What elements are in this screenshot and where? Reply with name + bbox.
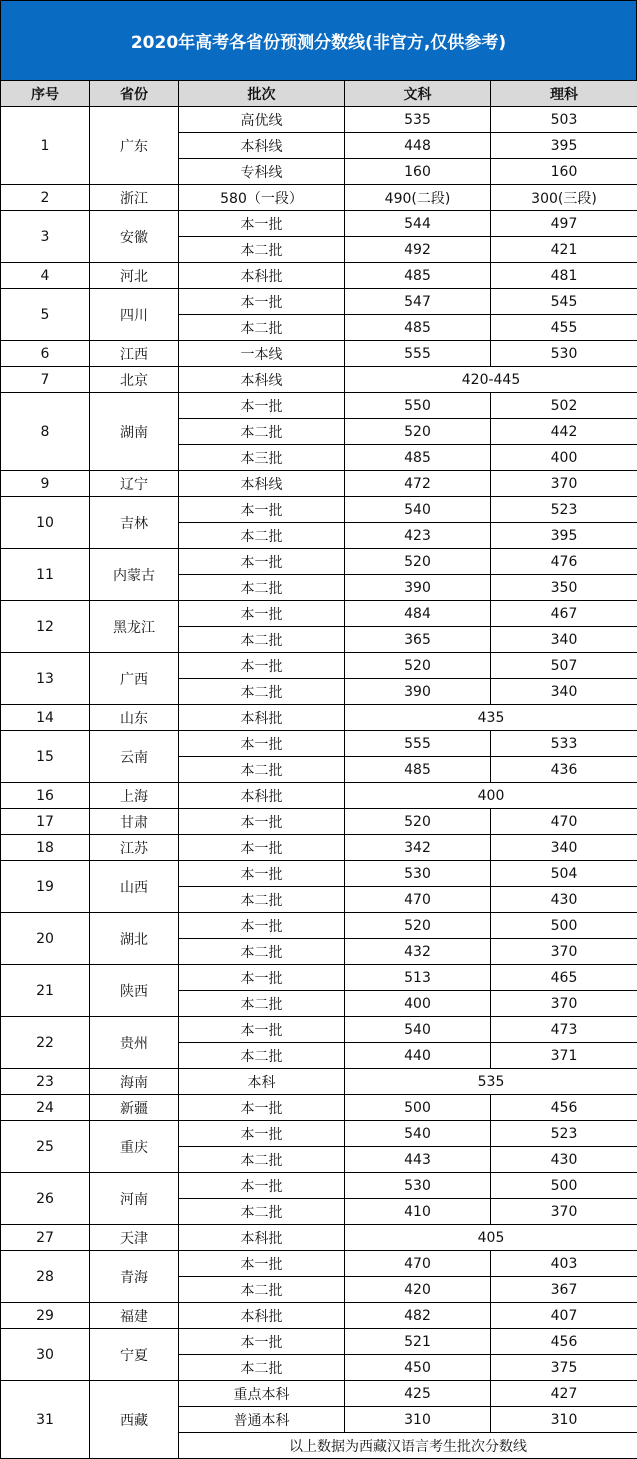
batch-cell: 本二批	[179, 757, 345, 783]
science-score-cell: 470	[491, 809, 637, 835]
batch-cell: 本一批	[179, 809, 345, 835]
merged-score-cell: 420-445	[345, 367, 637, 393]
liberal-arts-score-cell: 547	[345, 289, 491, 315]
liberal-arts-score-cell: 432	[345, 939, 491, 965]
province-cell: 福建	[90, 1303, 179, 1329]
batch-cell: 本一批	[179, 653, 345, 679]
row-index-cell: 19	[1, 861, 90, 913]
table-row	[1, 211, 637, 237]
batch-cell: 本科线	[179, 471, 345, 497]
liberal-arts-score-cell: 485	[345, 445, 491, 471]
table-row	[1, 783, 637, 809]
batch-cell: 本科	[179, 1069, 345, 1095]
table-row	[1, 549, 637, 575]
liberal-arts-score-cell: 521	[345, 1329, 491, 1355]
batch-cell: 本科线	[179, 133, 345, 159]
merged-score-cell: 400	[345, 783, 637, 809]
science-score-cell: 407	[491, 1303, 637, 1329]
liberal-arts-score-cell: 160	[345, 159, 491, 185]
science-score-cell: 370	[491, 939, 637, 965]
science-score-cell: 500	[491, 913, 637, 939]
liberal-arts-score-cell: 530	[345, 1173, 491, 1199]
table-row	[1, 731, 637, 757]
table-row	[1, 497, 637, 523]
row-index-cell: 12	[1, 601, 90, 653]
science-score-cell: 300(三段)	[491, 185, 637, 211]
row-index-cell: 1	[1, 107, 90, 185]
science-score-cell: 502	[491, 393, 637, 419]
liberal-arts-score-cell: 555	[345, 731, 491, 757]
table-row	[1, 1121, 637, 1147]
batch-cell: 本科批	[179, 705, 345, 731]
province-cell: 贵州	[90, 1017, 179, 1069]
science-score-cell: 340	[491, 627, 637, 653]
science-score-cell: 421	[491, 237, 637, 263]
province-cell: 河北	[90, 263, 179, 289]
table-row	[1, 1381, 637, 1407]
science-score-cell: 500	[491, 1173, 637, 1199]
liberal-arts-score-cell: 423	[345, 523, 491, 549]
batch-cell: 本一批	[179, 1095, 345, 1121]
table-row	[1, 1095, 637, 1121]
liberal-arts-score-cell: 390	[345, 575, 491, 601]
col-header-batch: 批次	[179, 81, 345, 107]
liberal-arts-score-cell: 520	[345, 549, 491, 575]
row-index-cell: 21	[1, 965, 90, 1017]
table-row	[1, 1225, 637, 1251]
row-index-cell: 25	[1, 1121, 90, 1173]
liberal-arts-score-cell: 535	[345, 107, 491, 133]
footnote-cell: 以上数据为西藏汉语言考生批次分数线	[179, 1433, 637, 1459]
table-row	[1, 263, 637, 289]
liberal-arts-score-cell: 550	[345, 393, 491, 419]
batch-cell: 本一批	[179, 1329, 345, 1355]
science-score-cell: 530	[491, 341, 637, 367]
batch-cell: 重点本科	[179, 1381, 345, 1407]
province-cell: 安徽	[90, 211, 179, 263]
province-cell: 甘肃	[90, 809, 179, 835]
table-row	[1, 393, 637, 419]
batch-cell: 本二批	[179, 679, 345, 705]
science-score-cell: 395	[491, 133, 637, 159]
col-header-liberal-arts: 文科	[345, 81, 491, 107]
province-cell: 北京	[90, 367, 179, 393]
row-index-cell: 11	[1, 549, 90, 601]
row-index-cell: 6	[1, 341, 90, 367]
row-index-cell: 9	[1, 471, 90, 497]
science-score-cell: 395	[491, 523, 637, 549]
table-row	[1, 1303, 637, 1329]
province-cell: 上海	[90, 783, 179, 809]
province-cell: 内蒙古	[90, 549, 179, 601]
table-row	[1, 913, 637, 939]
batch-cell: 本一批	[179, 1251, 345, 1277]
col-header-science: 理科	[491, 81, 637, 107]
liberal-arts-score-cell: 482	[345, 1303, 491, 1329]
batch-cell: 一本线	[179, 341, 345, 367]
row-index-cell: 20	[1, 913, 90, 965]
liberal-arts-score-cell: 470	[345, 1251, 491, 1277]
liberal-arts-score-cell: 400	[345, 991, 491, 1017]
batch-cell: 本科批	[179, 783, 345, 809]
liberal-arts-score-cell: 485	[345, 757, 491, 783]
row-index-cell: 2	[1, 185, 90, 211]
province-cell: 江苏	[90, 835, 179, 861]
province-cell: 广西	[90, 653, 179, 705]
science-score-cell: 400	[491, 445, 637, 471]
row-index-cell: 10	[1, 497, 90, 549]
province-cell: 黑龙江	[90, 601, 179, 653]
science-score-cell: 503	[491, 107, 637, 133]
province-cell: 天津	[90, 1225, 179, 1251]
batch-cell: 本二批	[179, 1147, 345, 1173]
batch-cell: 本一批	[179, 601, 345, 627]
liberal-arts-score-cell: 420	[345, 1277, 491, 1303]
batch-cell: 本一批	[179, 1017, 345, 1043]
science-score-cell: 375	[491, 1355, 637, 1381]
batch-cell: 本科批	[179, 1225, 345, 1251]
table-row	[1, 341, 637, 367]
row-index-cell: 16	[1, 783, 90, 809]
row-index-cell: 22	[1, 1017, 90, 1069]
liberal-arts-score-cell: 410	[345, 1199, 491, 1225]
batch-cell: 本一批	[179, 913, 345, 939]
province-cell: 湖南	[90, 393, 179, 471]
science-score-cell: 430	[491, 887, 637, 913]
science-score-cell: 481	[491, 263, 637, 289]
batch-cell: 本一批	[179, 549, 345, 575]
header-row	[1, 81, 637, 107]
science-score-cell: 427	[491, 1381, 637, 1407]
province-cell: 江西	[90, 341, 179, 367]
liberal-arts-score-cell: 513	[345, 965, 491, 991]
row-index-cell: 7	[1, 367, 90, 393]
science-score-cell: 403	[491, 1251, 637, 1277]
province-cell: 宁夏	[90, 1329, 179, 1381]
table-row	[1, 705, 637, 731]
row-index-cell: 4	[1, 263, 90, 289]
province-cell: 湖北	[90, 913, 179, 965]
row-index-cell: 29	[1, 1303, 90, 1329]
province-cell: 重庆	[90, 1121, 179, 1173]
table-row	[1, 1017, 637, 1043]
merged-score-cell: 405	[345, 1225, 637, 1251]
col-header-province: 省份	[90, 81, 179, 107]
row-index-cell: 8	[1, 393, 90, 471]
row-index-cell: 5	[1, 289, 90, 341]
row-index-cell: 15	[1, 731, 90, 783]
province-cell: 山东	[90, 705, 179, 731]
batch-cell: 本二批	[179, 315, 345, 341]
liberal-arts-score-cell: 484	[345, 601, 491, 627]
batch-cell: 本一批	[179, 1121, 345, 1147]
liberal-arts-score-cell: 520	[345, 809, 491, 835]
row-index-cell: 13	[1, 653, 90, 705]
science-score-cell: 430	[491, 1147, 637, 1173]
batch-cell: 本三批	[179, 445, 345, 471]
science-score-cell: 370	[491, 471, 637, 497]
province-cell: 陕西	[90, 965, 179, 1017]
batch-cell: 本一批	[179, 393, 345, 419]
liberal-arts-score-cell: 540	[345, 1121, 491, 1147]
batch-cell: 本二批	[179, 575, 345, 601]
science-score-cell: 367	[491, 1277, 637, 1303]
batch-cell: 本二批	[179, 1277, 345, 1303]
table-row	[1, 107, 637, 133]
science-score-cell: 160	[491, 159, 637, 185]
batch-cell: 本二批	[179, 237, 345, 263]
batch-cell: 本一批	[179, 835, 345, 861]
science-score-cell: 370	[491, 1199, 637, 1225]
liberal-arts-score-cell: 520	[345, 653, 491, 679]
row-index-cell: 28	[1, 1251, 90, 1303]
row-index-cell: 18	[1, 835, 90, 861]
row-index-cell: 30	[1, 1329, 90, 1381]
liberal-arts-score-cell: 490(二段)	[345, 185, 491, 211]
row-index-cell: 14	[1, 705, 90, 731]
liberal-arts-score-cell: 544	[345, 211, 491, 237]
liberal-arts-score-cell: 365	[345, 627, 491, 653]
batch-cell: 专科线	[179, 159, 345, 185]
province-cell: 吉林	[90, 497, 179, 549]
table-title: 2020年高考各省份预测分数线(非官方,仅供参考)	[0, 0, 637, 80]
province-cell: 河南	[90, 1173, 179, 1225]
batch-cell: 580（一段）	[179, 185, 345, 211]
science-score-cell: 476	[491, 549, 637, 575]
row-index-cell: 27	[1, 1225, 90, 1251]
row-index-cell: 3	[1, 211, 90, 263]
merged-score-cell: 535	[345, 1069, 637, 1095]
science-score-cell: 533	[491, 731, 637, 757]
batch-cell: 本一批	[179, 861, 345, 887]
science-score-cell: 456	[491, 1329, 637, 1355]
liberal-arts-score-cell: 450	[345, 1355, 491, 1381]
batch-cell: 本二批	[179, 887, 345, 913]
score-table	[0, 80, 637, 1459]
liberal-arts-score-cell: 492	[345, 237, 491, 263]
batch-cell: 本一批	[179, 1173, 345, 1199]
row-index-cell: 31	[1, 1381, 90, 1459]
table-row	[1, 809, 637, 835]
batch-cell: 本一批	[179, 211, 345, 237]
science-score-cell: 371	[491, 1043, 637, 1069]
science-score-cell: 442	[491, 419, 637, 445]
liberal-arts-score-cell: 520	[345, 419, 491, 445]
batch-cell: 本二批	[179, 1355, 345, 1381]
science-score-cell: 473	[491, 1017, 637, 1043]
science-score-cell: 523	[491, 497, 637, 523]
liberal-arts-score-cell: 443	[345, 1147, 491, 1173]
science-score-cell: 545	[491, 289, 637, 315]
batch-cell: 本二批	[179, 419, 345, 445]
liberal-arts-score-cell: 485	[345, 315, 491, 341]
liberal-arts-score-cell: 555	[345, 341, 491, 367]
province-cell: 山西	[90, 861, 179, 913]
province-cell: 辽宁	[90, 471, 179, 497]
science-score-cell: 350	[491, 575, 637, 601]
science-score-cell: 455	[491, 315, 637, 341]
table-row	[1, 1173, 637, 1199]
liberal-arts-score-cell: 310	[345, 1407, 491, 1433]
row-index-cell: 26	[1, 1173, 90, 1225]
liberal-arts-score-cell: 448	[345, 133, 491, 159]
batch-cell: 本二批	[179, 1043, 345, 1069]
liberal-arts-score-cell: 500	[345, 1095, 491, 1121]
liberal-arts-score-cell: 485	[345, 263, 491, 289]
batch-cell: 本二批	[179, 523, 345, 549]
table-row	[1, 965, 637, 991]
liberal-arts-score-cell: 390	[345, 679, 491, 705]
science-score-cell: 310	[491, 1407, 637, 1433]
science-score-cell: 340	[491, 835, 637, 861]
table-row	[1, 861, 637, 887]
batch-cell: 本一批	[179, 965, 345, 991]
batch-cell: 本科批	[179, 263, 345, 289]
science-score-cell: 436	[491, 757, 637, 783]
science-score-cell: 507	[491, 653, 637, 679]
batch-cell: 普通本科	[179, 1407, 345, 1433]
table-row	[1, 367, 637, 393]
merged-score-cell: 435	[345, 705, 637, 731]
province-cell: 青海	[90, 1251, 179, 1303]
province-cell: 海南	[90, 1069, 179, 1095]
table-row	[1, 653, 637, 679]
liberal-arts-score-cell: 530	[345, 861, 491, 887]
table-row	[1, 289, 637, 315]
liberal-arts-score-cell: 540	[345, 1017, 491, 1043]
batch-cell: 本二批	[179, 1199, 345, 1225]
table-row	[1, 835, 637, 861]
batch-cell: 本一批	[179, 497, 345, 523]
batch-cell: 高优线	[179, 107, 345, 133]
science-score-cell: 456	[491, 1095, 637, 1121]
row-index-cell: 23	[1, 1069, 90, 1095]
batch-cell: 本二批	[179, 991, 345, 1017]
science-score-cell: 467	[491, 601, 637, 627]
batch-cell: 本科批	[179, 1303, 345, 1329]
batch-cell: 本科线	[179, 367, 345, 393]
table-row	[1, 1329, 637, 1355]
table-body	[1, 107, 637, 1459]
liberal-arts-score-cell: 470	[345, 887, 491, 913]
liberal-arts-score-cell: 520	[345, 913, 491, 939]
science-score-cell: 465	[491, 965, 637, 991]
col-header-index: 序号	[1, 81, 90, 107]
table-row	[1, 601, 637, 627]
liberal-arts-score-cell: 342	[345, 835, 491, 861]
table-row	[1, 1069, 637, 1095]
province-cell: 西藏	[90, 1381, 179, 1459]
liberal-arts-score-cell: 472	[345, 471, 491, 497]
science-score-cell: 340	[491, 679, 637, 705]
liberal-arts-score-cell: 540	[345, 497, 491, 523]
science-score-cell: 523	[491, 1121, 637, 1147]
table-row	[1, 185, 637, 211]
batch-cell: 本一批	[179, 289, 345, 315]
table-row	[1, 1251, 637, 1277]
province-cell: 广东	[90, 107, 179, 185]
province-cell: 四川	[90, 289, 179, 341]
science-score-cell: 370	[491, 991, 637, 1017]
province-cell: 云南	[90, 731, 179, 783]
batch-cell: 本二批	[179, 939, 345, 965]
science-score-cell: 504	[491, 861, 637, 887]
liberal-arts-score-cell: 425	[345, 1381, 491, 1407]
science-score-cell: 497	[491, 211, 637, 237]
province-cell: 浙江	[90, 185, 179, 211]
province-cell: 新疆	[90, 1095, 179, 1121]
row-index-cell: 24	[1, 1095, 90, 1121]
batch-cell: 本一批	[179, 731, 345, 757]
liberal-arts-score-cell: 440	[345, 1043, 491, 1069]
row-index-cell: 17	[1, 809, 90, 835]
batch-cell: 本二批	[179, 627, 345, 653]
table-row	[1, 471, 637, 497]
